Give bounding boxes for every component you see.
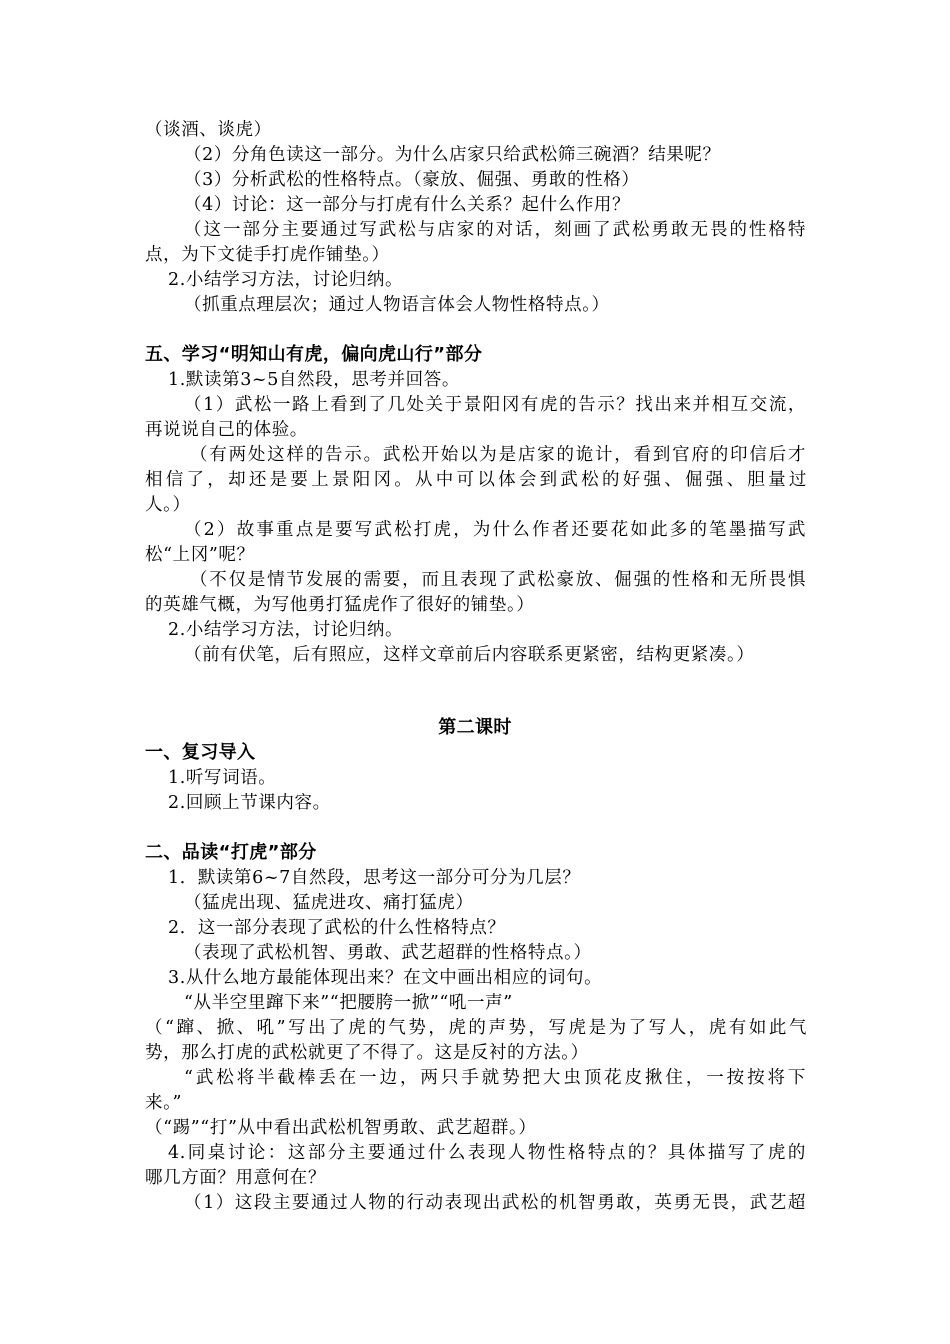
text-line: （谈酒、谈虎） <box>145 120 272 140</box>
text-line: 松“上冈”呢？ <box>145 545 255 565</box>
text-line: （有两处这样的告示。武松开始以为是店家的诡计，看到官府的印信后才 <box>190 445 806 465</box>
text-line: 3.从什么地方最能体现出来？在文中画出相应的词句。 <box>168 968 603 988</box>
text-line: 再说说自己的体验。 <box>145 420 308 440</box>
text-line: （2）故事重点是要写武松打虎，为什么作者还要花如此多的笔墨描写武 <box>184 520 806 540</box>
text-line: 4.同桌讨论：这部分主要通过什么表现人物性格特点的？具体描写了虎的 <box>168 1143 806 1163</box>
text-line: “武松将半截棒丢在一边，两只手就势把大虫顶花皮揪住，一按按将下 <box>184 1068 806 1088</box>
text-line: （抓重点理层次；通过人物语言体会人物性格特点。） <box>184 295 610 315</box>
text-line: 1.默读第3~5自然段，思考并回答。 <box>168 370 460 390</box>
text-line: （这一部分主要通过写武松与店家的对话，刻画了武松勇敢无畏的性格特 <box>184 220 806 240</box>
lesson-title: 第二课时 <box>438 717 512 738</box>
section-heading: 二、品读“打虎”部分 <box>145 842 317 863</box>
text-line: 来。” <box>145 1093 182 1113</box>
text-line: （3）分析武松的性格特点。（豪放、倔强、勇敢的性格） <box>184 170 640 190</box>
text-line: 点，为下文徒手打虎作铺垫。） <box>145 245 390 265</box>
text-line: “从半空里蹿下来”“把腰胯一掀”“吼一声” <box>184 993 513 1013</box>
text-line: 2.回顾上节课内容。 <box>168 793 331 813</box>
text-line: （1）武松一路上看到了几处关于景阳冈有虎的告示？找出来并相互交流， <box>184 395 806 415</box>
text-line: （不仅是情节发展的需要，而且表现了武松豪放、倔强的性格和无所畏惧 <box>190 570 806 590</box>
text-line: （前有伏笔，后有照应，这样文章前后内容联系更紧密，结构更紧凑。） <box>184 645 755 665</box>
text-line: （表现了武松机智、勇敢、武艺超群的性格特点。） <box>184 943 592 963</box>
text-line: 2.小结学习方法，讨论归纳。 <box>168 270 404 290</box>
text-line: （“踢”“打”从中看出武松机智勇敢、武艺超群。） <box>145 1118 537 1138</box>
text-line: （猛虎出现、猛虎进攻、痛打猛虎） <box>184 893 474 913</box>
text-line: 2．这一部分表现了武松的什么性格特点？ <box>168 918 506 938</box>
text-line: （1）这段主要通过人物的行动表现出武松的机智勇敢，英勇无畏，武艺超 <box>184 1193 806 1213</box>
text-line: 相信了，却还是要上景阳冈。从中可以体会到武松的好强、倔强、胆量过 <box>145 470 807 490</box>
text-line: 2.小结学习方法，讨论归纳。 <box>168 620 404 640</box>
section-heading: 一、复习导入 <box>145 742 256 763</box>
text-line: 人。） <box>145 495 191 515</box>
text-line: （“蹿、掀、吼”写出了虎的气势，虎的声势，写虎是为了写人，虎有如此气 <box>145 1018 807 1038</box>
text-line: （2）分角色读这一部分。为什么店家只给武松筛三碗酒？结果呢？ <box>184 145 721 165</box>
text-line: 势，那么打虎的武松就更了不得了。这是反衬的方法。） <box>145 1043 589 1063</box>
text-line: 1．默读第6~7自然段，思考这一部分可分为几层？ <box>168 868 581 888</box>
section-heading: 五、学习“明知山有虎，偏向虎山行”部分 <box>145 344 483 365</box>
text-line: 1.听写词语。 <box>168 768 277 788</box>
text-line: 哪几方面？用意何在？ <box>145 1168 326 1188</box>
text-line: （4）讨论：这一部分与打虎有什么关系？起什么作用？ <box>184 195 631 215</box>
text-line: 的英雄气概，为写他勇打猛虎作了很好的铺垫。） <box>145 595 535 615</box>
